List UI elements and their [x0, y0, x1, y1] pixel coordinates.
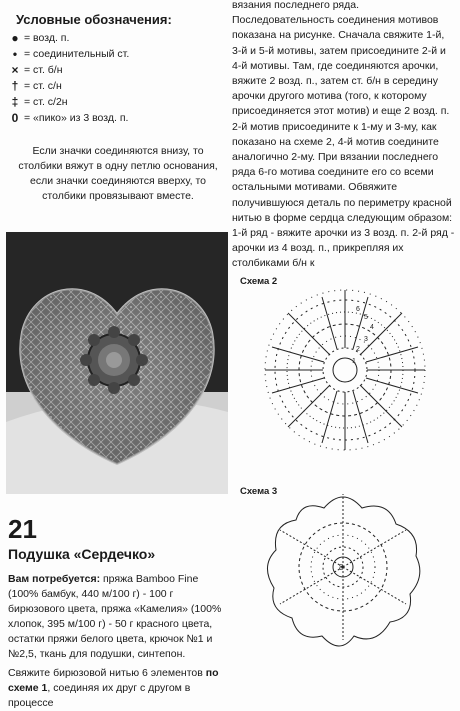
slip-stitch-icon: • [12, 47, 18, 61]
double-crochet-icon: † [11, 79, 19, 93]
instructions-continued: вязания последнего ряда. Последовательность соединения мотивов показана на рисунке. Сначала свяжите 1-й, 3-й и 5-й мотивы, затем присоедините 2-й и 4-й мотивы. Там, где соединяются арочки, вяжите 2 возд. п., затем ст. б/н в середину арочки другого мотива (того, к которому присоединяется этот мотив) и еще 2 возд. п. 2-й мотив присоедините к 1-му и 3-му, как показано на схеме 2, 4-й мотив соедините аналогично 2-му. При вязании последнего ряда 6-го мотива соедините его со всеми остальными мотивами. Обвяжите получившуюся деталь по периметру красной нитью в форме сердца следующим образом: 1-й ряд - вяжите арочки из 3 возд. п. 2-й ряд - арочки из 4 возд. п., прикрепляя их столбиками б/н к [232, 0, 455, 270]
project-number: 21 [8, 514, 37, 544]
scheme-2-mark: 1 [352, 358, 356, 365]
body-end: , соединяя их друг с другом в процессе [8, 682, 191, 709]
single-crochet-icon: × [11, 63, 19, 77]
body-bold: по схеме 1 [8, 667, 219, 694]
legend-label: = ст. б/н [24, 64, 63, 76]
legend-item [6, 62, 206, 78]
scheme-2-label: Схема 2 [240, 276, 278, 287]
scheme-2-mark: 5 [364, 314, 368, 321]
materials-text: пряжа Bamboo Fine (100% бамбук, 440 м/100 г) - 100 г бирюзового цвета, пряжа «Камелия» (100% хлопок, 395 м/100 г) - 50 г красного цвета, остатки пряжи белого цвета, крючок №1 и №2,5, ткань для подушки, синтепон. [8, 573, 222, 660]
legend-label: = ст. с/2н [24, 96, 68, 108]
scheme-3-label: Схема 3 [240, 486, 278, 497]
body-start: Свяжите бирюзовой нитью 6 элементов [8, 667, 206, 679]
legend-label: = ст. с/н [24, 80, 62, 92]
scheme-2-mark: 6 [356, 306, 360, 313]
scheme-3-mark: 8 [339, 563, 344, 572]
scheme-2-mark: 3 [364, 336, 368, 343]
scheme-2-mark: 4 [370, 324, 374, 331]
legend-item [6, 30, 206, 46]
project-body [8, 666, 230, 711]
project-title: Подушка «Сердечко» [8, 546, 156, 562]
chain-stitch-icon: ● [11, 31, 19, 45]
treble-crochet-icon: ‡ [11, 95, 19, 109]
materials [8, 572, 230, 662]
scheme-3-diagram [256, 490, 430, 664]
legend-label: = «пико» из 3 возд. п. [24, 112, 129, 124]
pillow-photo-image [6, 232, 228, 494]
scheme-2-mark: 2 [356, 346, 360, 353]
scheme-2-diagram [260, 285, 430, 455]
legend-list [6, 30, 206, 126]
legend-item [6, 94, 206, 110]
legend-title: Условные обозначения: [16, 12, 172, 27]
legend-label: = соединительный ст. [24, 48, 130, 60]
legend-item [6, 110, 206, 126]
legend-note: Если значки соединяются внизу, то столбики вяжут в одну петлю основания, если значки соединяются вверху, то столбики провязывают вместе. [18, 145, 218, 202]
legend-label: = возд. п. [24, 32, 70, 44]
legend-item [6, 46, 206, 62]
picot-icon: 0 [11, 111, 19, 125]
legend-item [6, 78, 206, 94]
pillow-photo [6, 232, 228, 494]
materials-label: Вам потребуется: [8, 573, 101, 585]
